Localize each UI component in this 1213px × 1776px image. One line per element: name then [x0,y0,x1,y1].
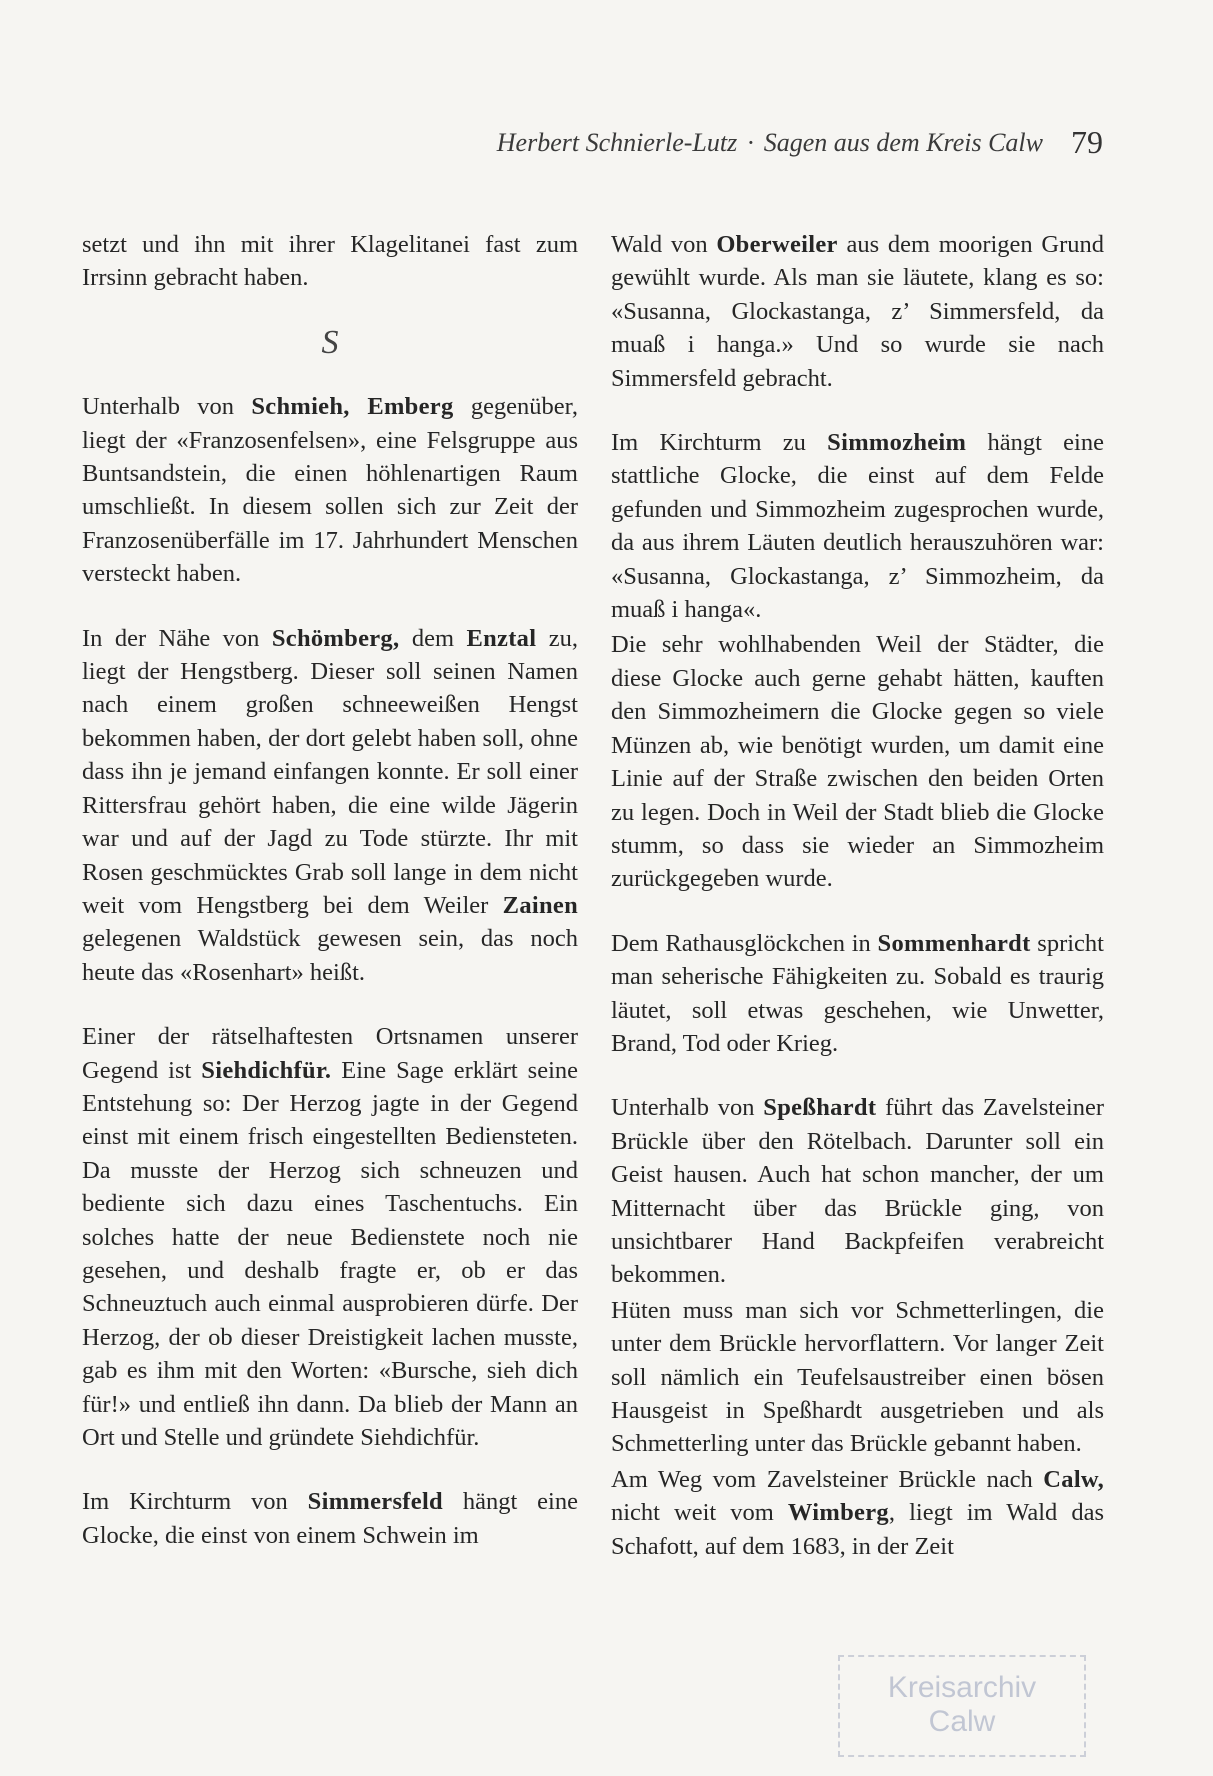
place-name: Wimberg [787,1499,889,1527]
place-name: Oberweiler [716,231,838,258]
paragraph: setzt und ihn mit ihrer Klagelitanei fast zum Irrsinn gebracht haben. [82,231,578,292]
paragraph-sommenhardt: Dem Rathausglöckchen in Sommenhardt spricht man seherische Fähigkeiten zu. Sobald es traurig läutet, soll etwas geschehen, wie Unwetter, Brand, Tod oder Krieg. [611,929,1104,1057]
archive-stamp [838,1655,1086,1757]
header-separator: · [747,128,754,157]
paragraph-schmetterlinge: Hüten muss man sich vor Schmetterlingen, die unter dem Brückle hervorflattern. Vor langer Zeit soll nämlich ein Teufelsaustreiber einen bösen Hausgeist in Speßhardt ausgetrieben und als Schmetterling unter das Brückle gebannt haben. [611,1296,1104,1458]
place-name: Simmersfeld [307,1488,443,1516]
place-name: Schömberg, [271,624,400,652]
right-column [611,228,1104,1563]
paragraph-siehdichfuer: Einer der rätselhaftesten Ortsnamen unserer Gegend ist Siehdichfür. Eine Sage erklärt seine Entstehung so: Der Herzog jagte in der Gegend einst mit einem frisch eingestellten Bediensteten. Da musste der Herzog sich schneuzen und bediente sich dazu eines Taschentuchs. Ein solches hatte der neue Bedienstete noch nie gesehen, und deshalb fragte er, ob er das Schneuztuch auch einmal ausprobieren dürfe. Der Herzog, der ob dieser Dreistigkeit lachen musste, gab es ihm mit den Worten: «Bursche, sieh dich für!» und entließ ihn dann. Da blieb der Mann an Ort und Stelle und gründete Siehdichfür. [82,1023,578,1451]
place-name: Schmieh, Emberg [251,393,454,421]
page-number: 79 [1071,124,1103,160]
stamp-line: Calw [928,1705,996,1738]
paragraph-schoemberg: In der Nähe von Schömberg, dem Enztal zu, liegt der Hengstberg. Dieser soll seinen Namen nach einem großen schneeweißen Hengst bekommen haben, der dort gelebt haben soll, ohne dass ihn je jemand einfangen konnte. Er soll einer Rittersfrau gehört haben, die eine wilde Jägerin war und auf der Jagd zu Tode stürzte. Ihr mit Rosen geschmücktes Grab soll lange in dem nicht weit vom Hengstberg bei dem Weiler Zainen gelegenen Waldstück gewesen sein, das noch heute das «Rosenhart» heißt. [82,624,578,986]
place-name: Calw, [1043,1465,1104,1493]
section-letter: S [321,323,339,361]
place-name: Enztal [466,624,537,652]
left-column [82,228,578,1552]
paragraph-spesshardt: Unterhalb von Speßhardt führt das Zavelsteiner Brückle über den Rötelbach. Darunter soll ein Geist hausen. Auch hat schon mancher, der um Mitternacht über das Brückle ging, von unsichtbarer Hand Backpfeifen verabreicht bekommen. [611,1094,1105,1289]
place-name: Speßhardt [763,1094,877,1122]
paragraph-calw: Am Weg vom Zavelsteiner Brückle nach Calw, nicht weit vom Wimberg, liegt im Wald das Schafott, auf dem 1683, in der Zeit [611,1465,1105,1560]
running-header [0,122,1103,159]
place-name: Siehdichfür. [201,1056,332,1084]
place-name: Sommenhardt [877,929,1031,957]
header-author: Herbert Schnierle-Lutz [496,128,738,157]
stamp-line: Kreisarchiv [887,1671,1037,1704]
place-name: Zainen [502,891,578,919]
paragraph-schmieh: Unterhalb von Schmieh, Emberg gegenüber, liegt der «Franzosenfelsen», eine Felsgruppe aus Buntsandstein, die einen höhlenartigen Raum umschließt. In diesem sollen sich zur Zeit der Franzosenüberfälle im 17. Jahrhundert Menschen versteckt haben. [82,393,578,588]
paragraph-weil-der-stadt: Die sehr wohlhabenden Weil der Städter, die diese Glocke auch gerne gehabt hätten, kauften den Simmozheimern die Glocke gegen so viele Münzen ab, wie benötigt wurden, um damit eine Linie auf der Straße zwischen den beiden Orten zu legen. Doch in Weil der Stadt blieb die Glocke stumm, so dass sie wieder an Simmozheim zurückgegeben wurde. [611,631,1104,893]
paragraph-oberweiler: Wald von Oberweiler aus dem moorigen Grund gewühlt wurde. Als man sie läutete, klang es so: «Susanna, Glockastanga, z’ Simmersfeld, da muaß i hanga.» Und so wurde sie nach Simmersfeld gebracht. [611,231,1104,392]
place-name: Simmozheim [827,429,967,457]
paragraph-simmersfeld: Im Kirchturm von Simmersfeld hängt eine Glocke, die einst von einem Schwein im [82,1488,578,1549]
header-book-title: Sagen aus dem Kreis Calw [763,128,1043,157]
paragraph-simmozheim: Im Kirchturm zu Simmozheim hängt eine stattliche Glocke, die einst auf dem Felde gefunden und Simmozheim zugesprochen wurde, da aus ihrem Läuten deutlich herauszuhören war: «Susanna, Glockastanga, z’ Simmozheim, da muaß i hanga«. [611,429,1104,624]
